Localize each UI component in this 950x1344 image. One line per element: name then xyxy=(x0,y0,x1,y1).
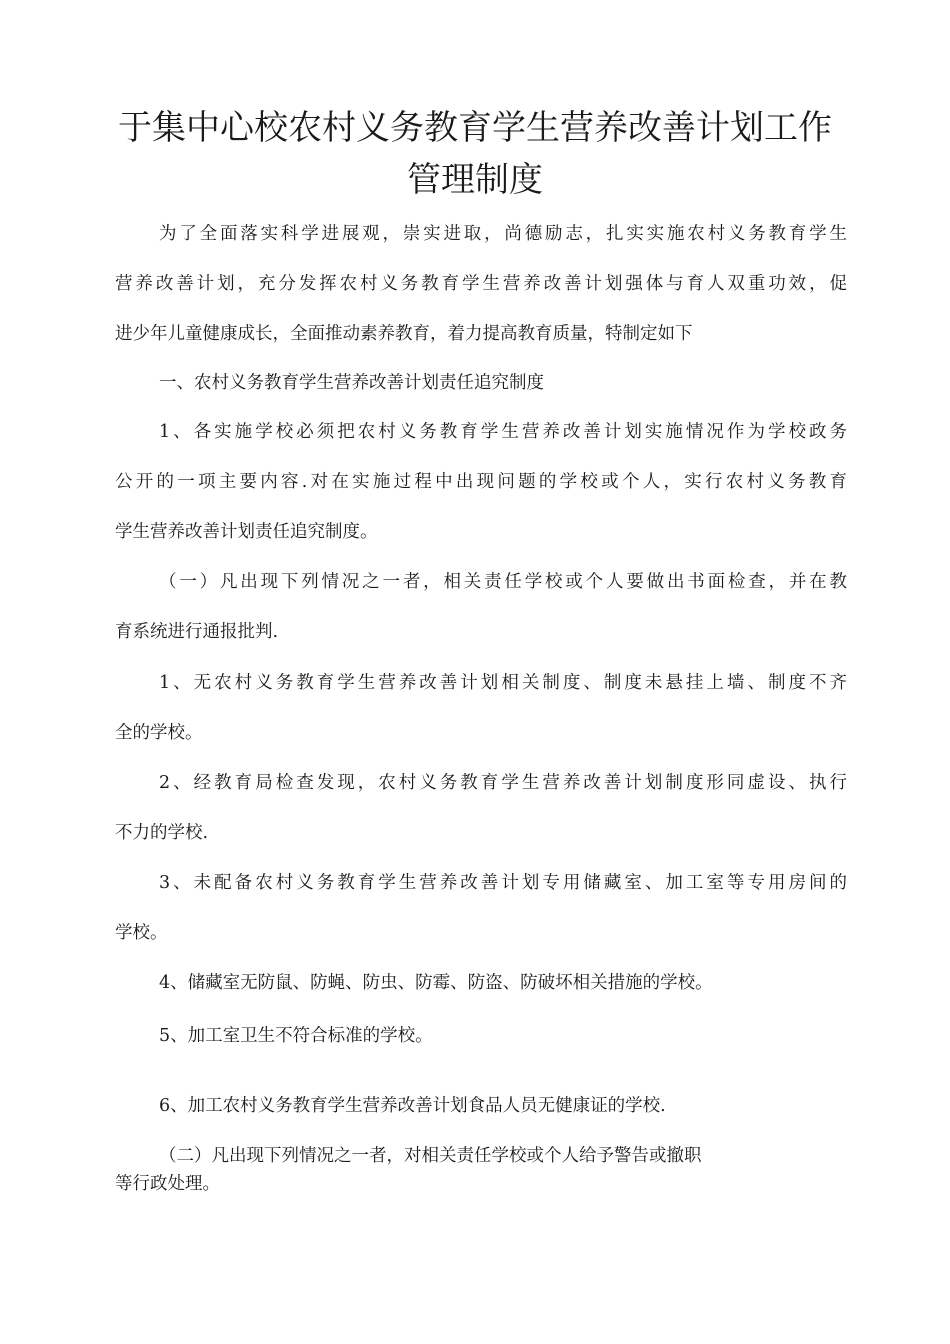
list-item-3 xyxy=(115,858,847,958)
list-item-2 xyxy=(115,758,847,858)
text-line: 学生营养改善计划责任追究制度。 xyxy=(115,522,378,542)
text-line: 5、加工室卫生不符合标准的学校。 xyxy=(159,1026,433,1046)
text-line: 育系统进行通报批判. xyxy=(115,622,279,642)
text-line: 进少年儿童健康成长，全面推动素养教育，着力提高教育质量，特制定如下 xyxy=(115,324,693,344)
text-line: 4、储藏室无防鼠、防蝇、防虫、防霉、防盗、防破坏相关措施的学校。 xyxy=(159,973,713,993)
text-line: 3、未配备农村义务教育学生营养改善计划专用储藏室、加工室等专用房间的 xyxy=(159,873,847,893)
text-line: （一）凡出现下列情况之一者，相关责任学校或个人要做出书面检查，并在教 xyxy=(159,572,847,592)
text-line: 全的学校。 xyxy=(115,723,203,743)
text-line: 营养改善计划，充分发挥农村义务教育学生营养改善计划强体与育人双重功效，促 xyxy=(115,274,847,294)
list-item-5 xyxy=(115,1011,847,1061)
list-item-1 xyxy=(115,658,847,758)
text-line: 6、加工农村义务教育学生营养改善计划食品人员无健康证的学校. xyxy=(159,1096,666,1116)
text-line: 公开的一项主要内容.对在实施过程中出现问题的学校或个人，实行农村义务教育 xyxy=(115,472,847,492)
document-title-line-2: 管理制度 xyxy=(407,160,543,200)
sub-clause-1 xyxy=(115,557,847,657)
intro-paragraph xyxy=(115,209,847,359)
text-line: 一、农村义务教育学生营养改善计划责任追究制度 xyxy=(159,373,544,393)
clause-paragraph-1 xyxy=(115,407,847,557)
sub-clause-2 xyxy=(115,1142,847,1198)
text-line: 2、经教育局检查发现，农村义务教育学生营养改善计划制度形同虚设、执行 xyxy=(159,773,847,793)
section-heading-1 xyxy=(115,358,847,408)
document-title-line-1: 于集中心校农村义务教育学生营养改善计划工作 xyxy=(118,108,832,148)
text-line: 1、无农村义务教育学生营养改善计划相关制度、制度未悬挂上墙、制度不齐 xyxy=(159,673,847,693)
text-line: 为了全面落实科学进展观，崇实进取，尚德励志，扎实实施农村义务教育学生 xyxy=(159,224,847,244)
list-item-6 xyxy=(115,1081,847,1131)
text-line: 等行政处理。 xyxy=(115,1174,220,1194)
text-line: 学校。 xyxy=(115,923,168,943)
list-item-4 xyxy=(115,958,847,1008)
text-line: 1、各实施学校必须把农村义务教育学生营养改善计划实施情况作为学校政务 xyxy=(159,422,847,442)
text-line: （二）凡出现下列情况之一者，对相关责任学校或个人给予警告或撤职 xyxy=(159,1146,702,1166)
text-line: 不力的学校. xyxy=(115,823,209,843)
